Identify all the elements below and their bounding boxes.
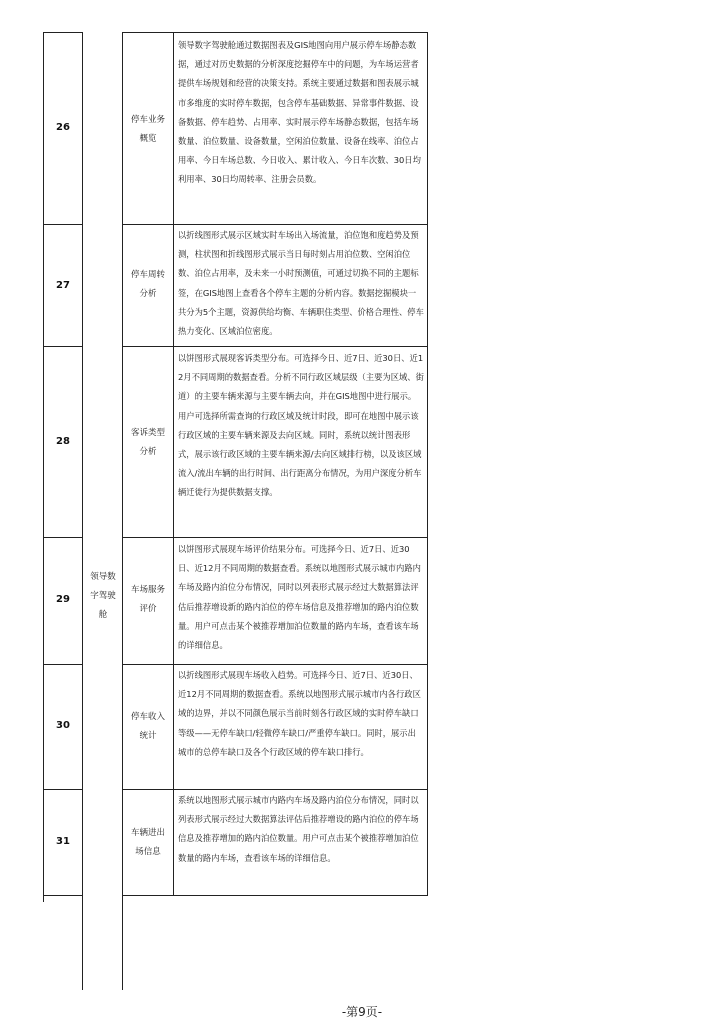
module-label-line: 字驾驶: [90, 591, 116, 601]
row-separator: [122, 346, 428, 347]
feature-name-line: 分析: [139, 447, 157, 457]
feature-name: [124, 708, 172, 746]
feature-name-line: 车场服务: [130, 585, 165, 595]
table-border-left: [43, 32, 44, 902]
row-separator: [122, 537, 428, 538]
feature-name: [124, 424, 172, 462]
row-number: 27: [56, 280, 70, 291]
module-label-line: 领导数: [90, 572, 116, 582]
row-separator: [43, 346, 83, 347]
row-separator: [43, 537, 83, 538]
feature-name: [124, 581, 172, 619]
row-number: 26: [56, 122, 70, 133]
feature-name-line: 客诉类型: [130, 428, 165, 438]
module-label-line: 舱: [98, 610, 108, 620]
table-divider-module: [82, 32, 83, 990]
row-separator: [122, 789, 428, 790]
feature-name-line: 停车业务: [130, 115, 165, 125]
row-separator: [122, 224, 428, 225]
feature-name-line: 停车周转: [130, 270, 165, 280]
row-number: 29: [56, 594, 70, 605]
feature-description: 领导数字驾驶舱通过数据图表及GIS地图向用户展示停车场静态数据，通过对历史数据的分析深度挖掘停车中的问题，为车场运营者提供车场规划和经营的决策支持。系统主要通过数据和图表展示城市多维度的实时停车数据，包含停车基础数据、异常事件数据、设备数据、停车趋势、占用率、实时展示停车场静态数据，包括车场数量、泊位数量、设备数量，空闲泊位数量、设备在线率、泊位占用率、今日车场总数、今日收入、累计收入、今日车次数、30日均利用率、30日均周转率、注册会员数。: [178, 40, 421, 185]
feature-name-line: 分析: [139, 289, 157, 299]
feature-description: 系统以地图形式展示城市内路内车场及路内泊位分布情况，同时以列表形式展示经过大数据算法评估后推荐增设的路内泊位的停车场信息及推荐增加的路内泊位数量。用户可点击某个被推荐增加泊位数量的路内车场，查看该车场的详细信息。: [178, 795, 419, 863]
feature-description: 以折线图形式展示区域实时车场出入场流量，泊位饱和度趋势及预测，柱状图和折线图形式展示当日每时刻占用泊位数、空闲泊位数、泊位占用率，及未来一小时预测值，可通过切换不同的主题标签，在GIS地图上查看各个停车主题的分析内容。数据挖掘模块一共分为5个主题，资源供给均衡、车辆职住类型、价格合理性、停车热力变化、区域泊位密度。: [178, 230, 424, 337]
feature-name: [124, 266, 172, 304]
feature-description: 以折线图形式展现车场收入趋势。可选择今日、近7日、近30日、近12月不同周期的数据查看。系统以地图形式展示城市内各行政区域的边界，并以不同颜色展示当前时刻各行政区域的实时停车缺口等级——无停车缺口/轻微停车缺口/严重停车缺口。同时，展示出城市的总停车缺口及各个行政区域的停车缺口排行。: [178, 670, 421, 757]
feature-description: 以饼图形式展现车场评价结果分布。可选择今日、近7日、近30日、近12月不同周期的数据查看。系统以地图形式展示城市内路内车场及路内泊位分布情况，同时以列表形式展示经过大数据算法评估后推荐增设新的路内泊位的停车场信息及推荐增加的路内泊位数量。用户可点击某个被推荐增加泊位数量的路内车场，查看该车场的详细信息。: [178, 544, 421, 651]
row-number: 31: [56, 836, 70, 847]
feature-name: [124, 824, 172, 862]
row-separator: [122, 664, 428, 665]
row-separator: [43, 664, 83, 665]
row-number: 28: [56, 436, 70, 447]
feature-name-line: 场信息: [135, 847, 161, 857]
feature-name-line: 概览: [139, 134, 157, 144]
row-number: 30: [56, 720, 70, 731]
row-separator: [43, 32, 83, 33]
row-separator: [43, 224, 83, 225]
row-separator: [122, 895, 428, 896]
feature-name-line: 评价: [139, 604, 157, 614]
feature-name-line: 车辆进出: [130, 828, 165, 838]
table-divider-name: [122, 32, 123, 990]
feature-name: [124, 111, 172, 149]
feature-name-line: 停车收入: [130, 712, 165, 722]
table-divider-desc: [173, 32, 174, 896]
feature-name-line: 统计: [139, 731, 157, 741]
feature-description: 以饼图形式展现客诉类型分布。可选择今日、近7日、近30日、近12月不同周期的数据查看。分析不同行政区域层级（主要为区域、街道）的主要车辆来源与主要车辆去向，并在GIS地图中进行展示。用户可选择所需查询的行政区域及统计时段，即可在地图中展示该行政区域的主要车辆来源及去向区域。同时，系统以统计图表形式，展示该行政区域的主要车辆来源/去向区域排行榜，以及该区域流入/流出车辆的出行时间、出行距离分布情况，为用户深度分析车辆迁徙行为提供数据支撑。: [178, 353, 424, 498]
page-number: -第9页-: [341, 1005, 383, 1019]
row-separator: [43, 789, 83, 790]
table-border-right: [427, 32, 428, 896]
row-separator: [122, 32, 428, 33]
row-separator: [43, 895, 83, 896]
module-label: [84, 568, 122, 625]
